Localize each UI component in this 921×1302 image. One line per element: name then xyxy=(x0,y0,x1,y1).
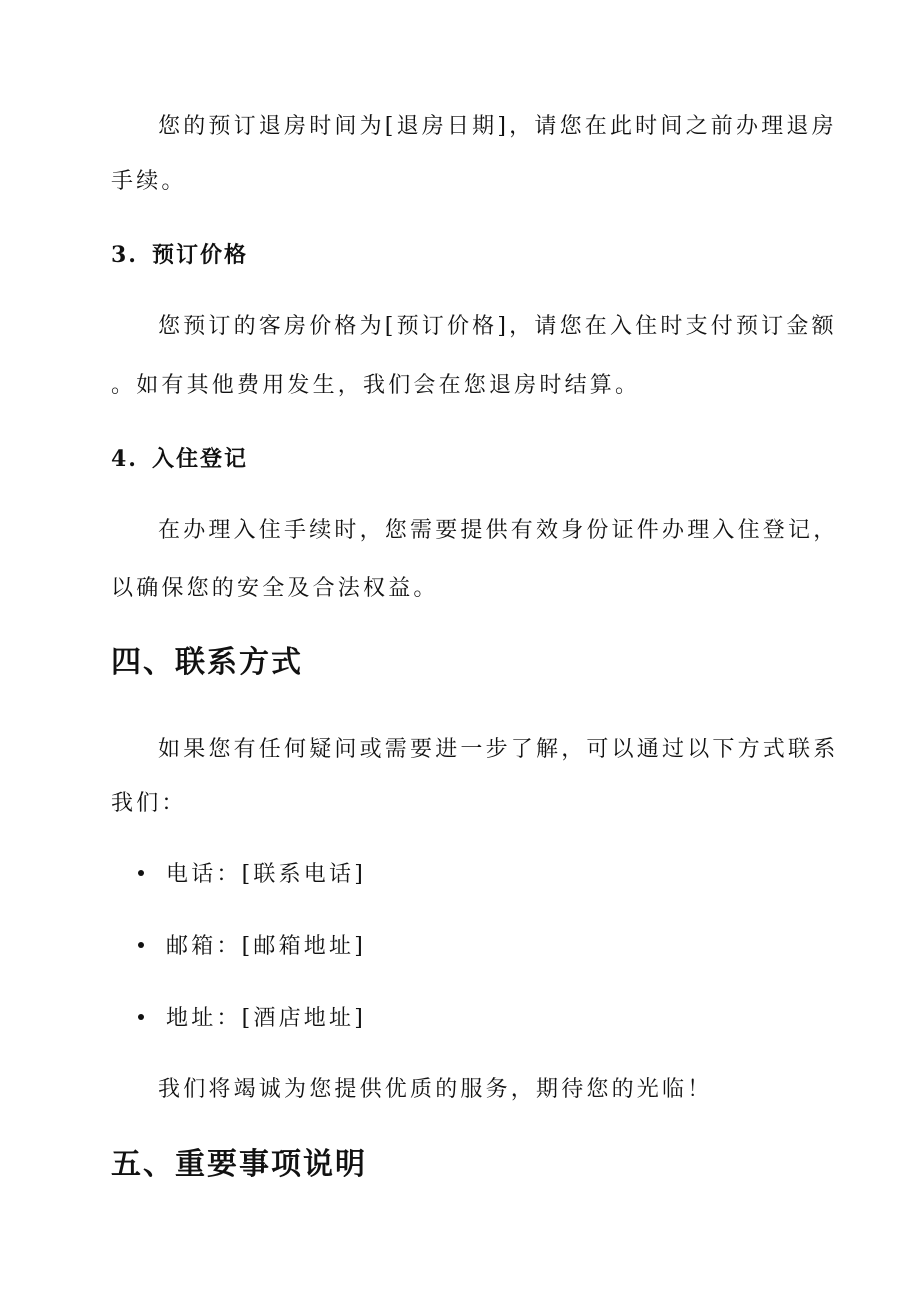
registration-paragraph-line1: 在办理入住手续时，您需要提供有效身份证件办理入住登记， xyxy=(158,518,839,543)
contact-intro-line2: 我们： xyxy=(111,791,187,816)
contact-label: 电话： xyxy=(166,862,242,887)
registration-paragraph-line2: 以确保您的安全及合法权益。 xyxy=(111,576,439,601)
bullet-icon xyxy=(138,1014,144,1020)
contact-value: [邮箱地址] xyxy=(241,934,366,959)
checkout-paragraph-line1: 您的预订退房时间为[退房日期]，请您在此时间之前办理退房 xyxy=(158,114,837,139)
subheading-check-in-registration xyxy=(111,444,248,474)
price-paragraph-line2: 。如有其他费用发生，我们会在您退房时结算。 xyxy=(111,373,641,398)
contact-item-phone xyxy=(138,860,366,890)
subheading-number: 4. xyxy=(111,446,138,472)
bullet-icon xyxy=(138,942,144,948)
section-heading-contact: 四、联系方式 xyxy=(111,645,303,680)
section-heading-important-notes: 五、重要事项说明 xyxy=(111,1147,367,1182)
contact-value: [酒店地址] xyxy=(241,1006,366,1031)
subheading-title: 入住登记 xyxy=(151,446,248,472)
contact-label: 邮箱： xyxy=(166,934,242,959)
subheading-title: 预订价格 xyxy=(151,242,248,268)
contact-value: [联系电话] xyxy=(241,862,366,887)
price-paragraph-line1: 您预订的客房价格为[预订价格]，请您在入住时支付预订金额 xyxy=(158,314,837,339)
subheading-number: 3. xyxy=(111,242,138,268)
closing-sentence: 我们将竭诚为您提供优质的服务，期待您的光临！ xyxy=(158,1077,713,1102)
contact-item-address xyxy=(138,1004,366,1034)
contact-item-email xyxy=(138,932,366,962)
checkout-paragraph-line2: 手续。 xyxy=(111,169,187,194)
contact-intro-line1: 如果您有任何疑问或需要进一步了解，可以通过以下方式联系 xyxy=(158,737,839,762)
subheading-booking-price xyxy=(111,240,248,270)
contact-label: 地址： xyxy=(166,1006,242,1031)
bullet-icon xyxy=(138,870,144,876)
